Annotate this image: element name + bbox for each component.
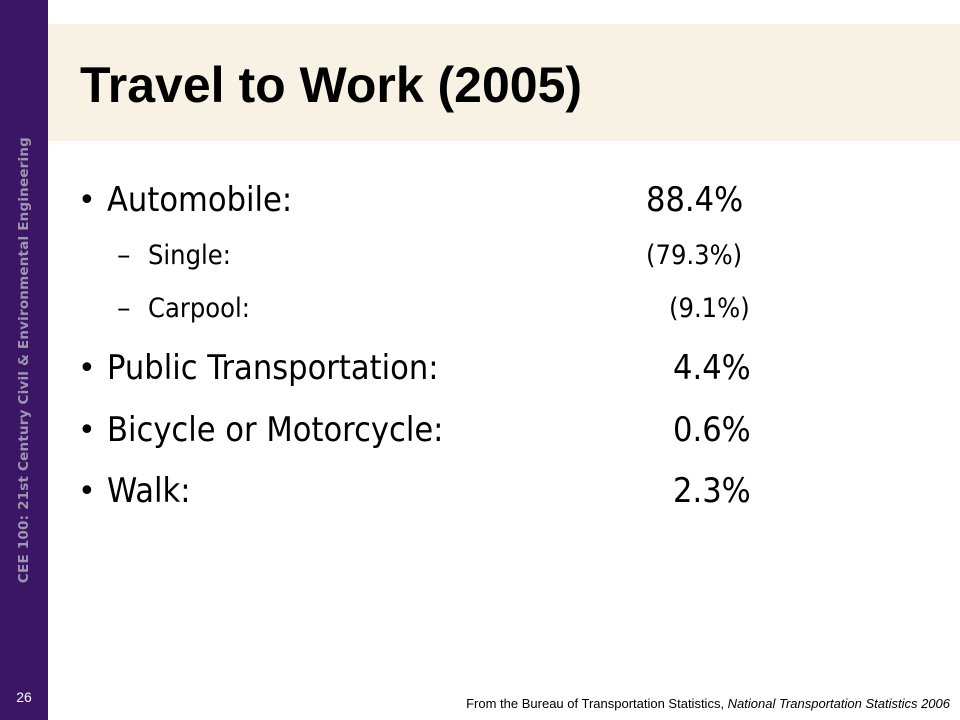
bullet-marker: • [78,183,96,218]
item-label: Single: [148,240,231,271]
slide-number: 26 [16,689,32,705]
dash-marker: – [117,293,131,324]
item-label: Bicycle or Motorcycle: [107,410,444,450]
bullet-marker: • [78,351,96,386]
item-value: 0.6% [673,410,751,450]
item-label: Walk: [107,471,191,511]
source-publication: National Transportation Statistics 2006 [727,696,950,711]
item-value: 4.4% [673,348,751,388]
slide-title: Travel to Work (2005) [80,57,583,113]
item-value: (9.1%) [669,293,750,324]
item-value: (79.3%) [646,240,743,271]
dash-marker: – [117,240,131,271]
item-label: Public Transportation: [107,348,439,388]
bullet-marker: • [78,474,96,509]
source-prefix: From the Bureau of Transportation Statistics, [466,696,728,711]
item-label: Carpool: [148,293,250,324]
item-value: 2.3% [673,471,751,511]
bullet-marker: • [78,413,96,448]
source-citation [466,696,950,711]
item-value: 88.4% [646,180,744,220]
course-title-vertical: CEE 100: 21st Century Civil & Environmental Engineering [16,136,32,584]
item-label: Automobile: [107,180,293,220]
